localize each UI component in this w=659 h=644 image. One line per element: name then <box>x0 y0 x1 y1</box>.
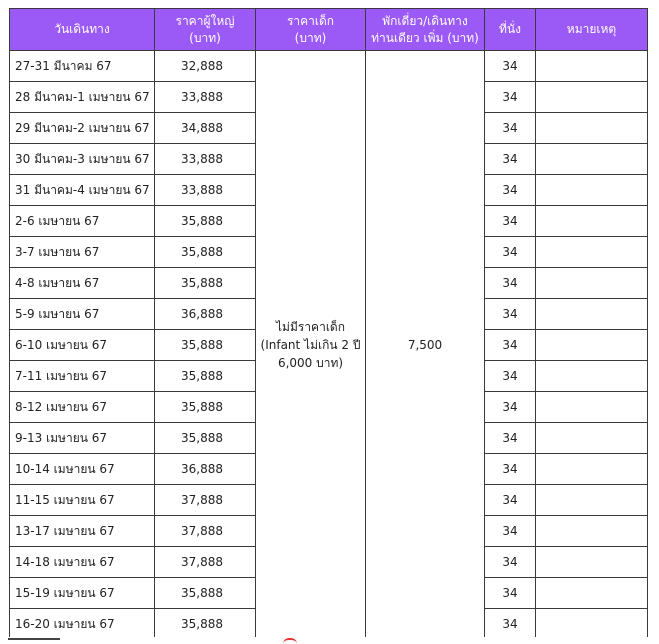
seats-cell: 34 <box>485 423 536 454</box>
remark-cell <box>536 361 648 392</box>
adult-price-cell: 33,888 <box>155 144 256 175</box>
header-date: วันเดินทาง <box>10 9 155 51</box>
remark-cell <box>536 485 648 516</box>
adult-price-cell: 35,888 <box>155 237 256 268</box>
seats-cell: 34 <box>485 237 536 268</box>
seats-cell: 34 <box>485 516 536 547</box>
remark-cell <box>536 454 648 485</box>
bottom-logo-fragment <box>8 638 60 644</box>
travel-date-cell: 5-9 เมษายน 67 <box>10 299 155 330</box>
remark-cell <box>536 268 648 299</box>
remark-cell <box>536 516 648 547</box>
remark-cell <box>536 578 648 609</box>
header-seats: ที่นั่ง <box>485 9 536 51</box>
remark-cell <box>536 330 648 361</box>
travel-date-cell: 3-7 เมษายน 67 <box>10 237 155 268</box>
adult-price-cell: 35,888 <box>155 268 256 299</box>
adult-price-cell: 35,888 <box>155 423 256 454</box>
adult-price-cell: 32,888 <box>155 51 256 82</box>
adult-price-cell: 35,888 <box>155 206 256 237</box>
remark-cell <box>536 609 648 640</box>
seats-cell: 34 <box>485 547 536 578</box>
seats-cell: 34 <box>485 113 536 144</box>
adult-price-cell: 35,888 <box>155 609 256 640</box>
adult-price-cell: 35,888 <box>155 578 256 609</box>
travel-date-cell: 16-20 เมษายน 67 <box>10 609 155 640</box>
travel-date-cell: 31 มีนาคม-4 เมษายน 67 <box>10 175 155 206</box>
remark-cell <box>536 547 648 578</box>
seats-cell: 34 <box>485 578 536 609</box>
remark-cell <box>536 175 648 206</box>
seats-cell: 34 <box>485 454 536 485</box>
seats-cell: 34 <box>485 175 536 206</box>
adult-price-cell: 33,888 <box>155 82 256 113</box>
child-price-cell: ไม่มีราคาเด็ก (Infant ไม่เกิน 2 ปี 6,000 บาท) <box>256 51 366 640</box>
seats-cell: 34 <box>485 82 536 113</box>
seats-cell: 34 <box>485 268 536 299</box>
single-supplement-cell: 7,500 <box>366 51 485 640</box>
bottom-logo-fragment-red <box>283 638 297 644</box>
seats-cell: 34 <box>485 144 536 175</box>
table-row <box>10 51 648 82</box>
adult-price-cell: 34,888 <box>155 113 256 144</box>
travel-date-cell: 30 มีนาคม-3 เมษายน 67 <box>10 144 155 175</box>
adult-price-cell: 33,888 <box>155 175 256 206</box>
travel-date-cell: 28 มีนาคม-1 เมษายน 67 <box>10 82 155 113</box>
travel-date-cell: 7-11 เมษายน 67 <box>10 361 155 392</box>
remark-cell <box>536 206 648 237</box>
remark-cell <box>536 144 648 175</box>
travel-date-cell: 4-8 เมษายน 67 <box>10 268 155 299</box>
travel-date-cell: 2-6 เมษายน 67 <box>10 206 155 237</box>
seats-cell: 34 <box>485 206 536 237</box>
remark-cell <box>536 82 648 113</box>
seats-cell: 34 <box>485 299 536 330</box>
remark-cell <box>536 299 648 330</box>
travel-date-cell: 11-15 เมษายน 67 <box>10 485 155 516</box>
remark-cell <box>536 113 648 144</box>
header-child-price: ราคาเด็ก (บาท) <box>256 9 366 51</box>
seats-cell: 34 <box>485 330 536 361</box>
travel-date-cell: 13-17 เมษายน 67 <box>10 516 155 547</box>
travel-date-cell: 9-13 เมษายน 67 <box>10 423 155 454</box>
seats-cell: 34 <box>485 361 536 392</box>
travel-date-cell: 8-12 เมษายน 67 <box>10 392 155 423</box>
adult-price-cell: 35,888 <box>155 330 256 361</box>
remark-cell <box>536 392 648 423</box>
adult-price-cell: 35,888 <box>155 392 256 423</box>
travel-date-cell: 15-19 เมษายน 67 <box>10 578 155 609</box>
remark-cell <box>536 51 648 82</box>
travel-date-cell: 27-31 มีนาคม 67 <box>10 51 155 82</box>
travel-date-cell: 29 มีนาคม-2 เมษายน 67 <box>10 113 155 144</box>
seats-cell: 34 <box>485 392 536 423</box>
seats-cell: 34 <box>485 485 536 516</box>
header-single-supplement: พักเดี่ยว/เดินทาง ท่านเดียว เพิ่ม (บาท) <box>366 9 485 51</box>
adult-price-cell: 37,888 <box>155 485 256 516</box>
adult-price-cell: 36,888 <box>155 299 256 330</box>
remark-cell <box>536 423 648 454</box>
adult-price-cell: 37,888 <box>155 516 256 547</box>
adult-price-cell: 35,888 <box>155 361 256 392</box>
travel-date-cell: 14-18 เมษายน 67 <box>10 547 155 578</box>
table-header-row <box>10 9 648 51</box>
tour-price-table <box>9 8 648 640</box>
header-remarks: หมายเหตุ <box>536 9 648 51</box>
header-adult-price: ราคาผู้ใหญ่ (บาท) <box>155 9 256 51</box>
adult-price-cell: 37,888 <box>155 547 256 578</box>
seats-cell: 34 <box>485 51 536 82</box>
seats-cell: 34 <box>485 609 536 640</box>
page-bottom-strip <box>0 637 659 643</box>
remark-cell <box>536 237 648 268</box>
travel-date-cell: 6-10 เมษายน 67 <box>10 330 155 361</box>
travel-date-cell: 10-14 เมษายน 67 <box>10 454 155 485</box>
adult-price-cell: 36,888 <box>155 454 256 485</box>
